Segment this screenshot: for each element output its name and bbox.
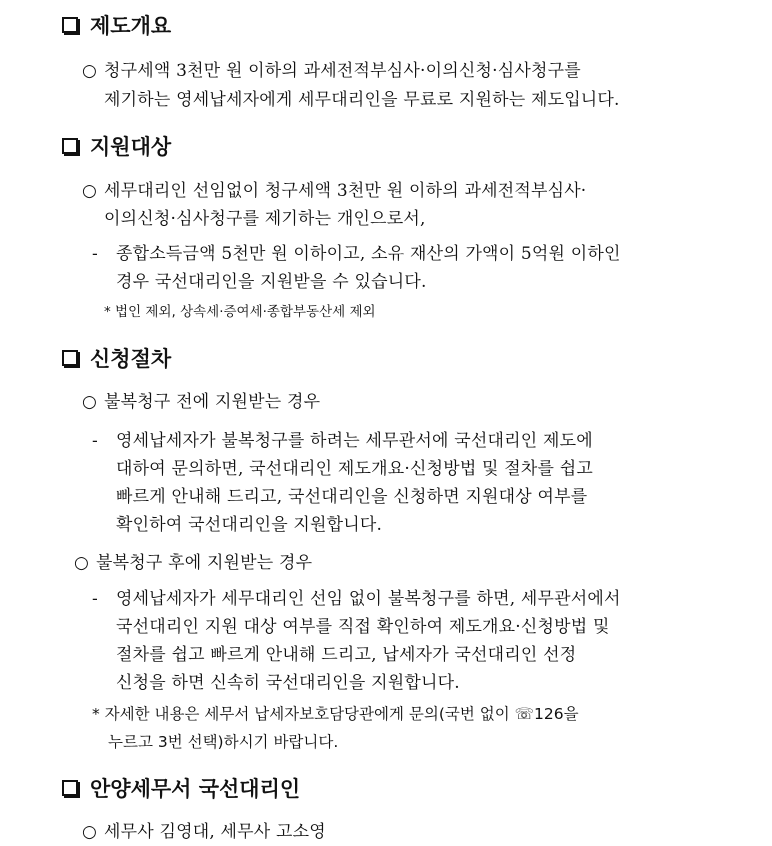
section-heading	[62, 773, 300, 803]
dash-bullet: -	[92, 589, 98, 609]
item-text-continuation: 국선대리인 지원 대상 여부를 직접 확인하여 제도개요·신청방법 및	[116, 617, 610, 637]
item-text: 청구세액 3천만 원 이하의 과세전적부심사·이의신청·심사청구를	[104, 61, 581, 81]
circle-bullet: ○	[74, 553, 90, 573]
checkbox-square-icon	[62, 138, 78, 154]
list-item	[74, 548, 312, 573]
list-item	[92, 239, 621, 264]
section-heading	[62, 10, 171, 40]
item-text-continuation: 확인하여 국선대리인을 지원합니다.	[116, 515, 383, 535]
item-text-continuation: 제기하는 영세납세자에게 세무대리인을 무료로 지원하는 제도입니다.	[104, 90, 620, 110]
item-text-continuation: 대하여 문의하면, 국선대리인 제도개요·신청방법 및 절차를 쉽고	[116, 459, 594, 479]
dash-bullet: -	[92, 244, 98, 264]
section-title: 안양세무서 국선대리인	[90, 777, 301, 801]
list-item	[82, 56, 581, 81]
item-text: 불복청구 후에 지원받는 경우	[96, 553, 313, 573]
item-text-continuation: 이의신청·심사청구를 제기하는 개인으로서,	[104, 209, 426, 229]
list-item	[92, 584, 621, 609]
checkbox-square-icon	[62, 17, 78, 33]
item-text-continuation: 신청을 하면 신속히 국선대리인을 지원합니다.	[116, 673, 460, 693]
item-text-continuation: 절차를 쉽고 빠르게 안내해 드리고, 납세자가 국선대리인 선정	[116, 645, 577, 665]
list-item	[92, 426, 593, 451]
footnote: * 자세한 내용은 세무서 납세자보호담당관에게 문의(국번 없이 ☏126을	[92, 705, 579, 723]
circle-bullet: ○	[82, 181, 98, 201]
section-heading	[62, 131, 171, 161]
section-heading	[62, 343, 171, 373]
dash-bullet: -	[92, 431, 98, 451]
checkbox-square-icon	[62, 350, 78, 366]
item-text-continuation: 경우 국선대리인을 지원받을 수 있습니다.	[116, 272, 427, 292]
checkbox-square-icon	[62, 780, 78, 796]
section-title: 신청절차	[90, 347, 172, 371]
section-title: 지원대상	[90, 135, 172, 159]
item-text: 불복청구 전에 지원받는 경우	[104, 392, 321, 412]
circle-bullet: ○	[82, 822, 98, 842]
item-text: 종합소득금액 5천만 원 이하이고, 소유 재산의 가액이 5억원 이하인	[116, 244, 621, 264]
circle-bullet: ○	[82, 392, 98, 412]
footnote: * 법인 제외, 상속세·증여세·종합부동산세 제외	[104, 304, 376, 320]
item-text: 영세납세자가 세무대리인 선임 없이 불복청구를 하면, 세무관서에서	[116, 589, 621, 609]
item-text-continuation: 빠르게 안내해 드리고, 국선대리인을 신청하면 지원대상 여부를	[116, 487, 588, 507]
list-item	[82, 176, 586, 201]
item-text: 세무대리인 선임없이 청구세액 3천만 원 이하의 과세전적부심사·	[104, 181, 587, 201]
section-title: 제도개요	[90, 14, 172, 38]
footnote-continuation: 누르고 3번 선택)하시기 바랍니다.	[108, 733, 339, 751]
item-text: 세무사 김영대, 세무사 고소영	[104, 822, 326, 842]
list-item	[82, 817, 326, 842]
circle-bullet: ○	[82, 61, 98, 81]
list-item	[82, 387, 320, 412]
item-text: 영세납세자가 불복청구를 하려는 세무관서에 국선대리인 제도에	[116, 431, 593, 451]
